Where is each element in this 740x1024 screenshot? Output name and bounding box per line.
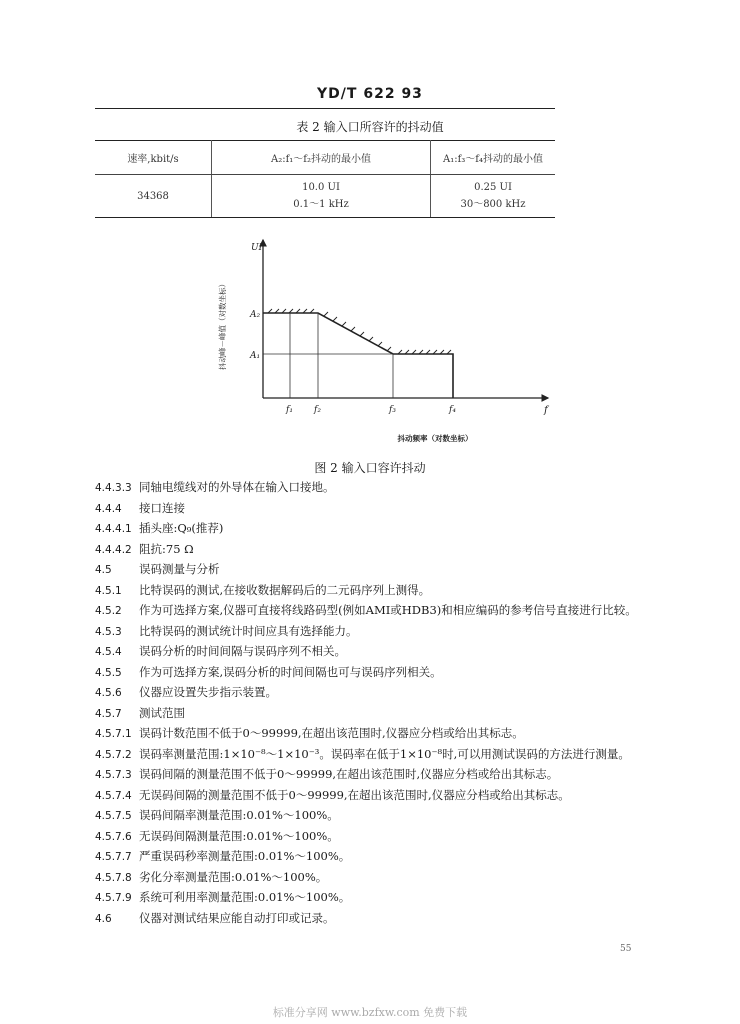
- jitter-tolerance-figure: [0, 0, 740, 470]
- clause-number: 4.5.7.7: [95, 851, 132, 863]
- clause: [95, 519, 640, 540]
- clause-number: 4.5.7.2: [95, 748, 132, 761]
- clause-text: 系统可利用率测量范围:0.01%～100%。: [139, 890, 351, 904]
- clause-text: 同轴电缆线对的外导体在输入口接地。: [139, 480, 335, 494]
- x-tick-f2: f₂: [314, 405, 321, 415]
- clause-text: 测试范围: [139, 705, 185, 720]
- clause-text: 误码测量与分析: [139, 562, 220, 576]
- clause: [95, 704, 640, 725]
- clause: [95, 478, 640, 499]
- watermark: 标准分享网 www.bzfxw.com 免费下载: [272, 1006, 468, 1019]
- clause-number: 4.5.7.3: [95, 769, 132, 781]
- clause-text: 无误码间隔的测量范围不低于0～99999,在超出该范围时,仪器应分档或给出其标志。: [139, 787, 570, 802]
- clause-text: 误码率测量范围:1×10⁻⁸～1×10⁻³。误码率在低于1×10⁻⁸时,可以用测试误码的方法进行测量。: [139, 746, 630, 761]
- clause: [95, 560, 640, 581]
- clause-text: 误码计数范围不低于0～99999,在超出该范围时,仪器应分档或给出其标志。: [139, 726, 524, 740]
- clause: [95, 642, 640, 663]
- clause-number: 4.5.7.5: [95, 810, 132, 822]
- clause-text: 误码分析的时间间隔与误码序列不相关。: [139, 644, 346, 658]
- clause-text: 接口连接: [139, 500, 185, 515]
- y-tick-a2: A₂: [250, 310, 261, 320]
- clause: [95, 540, 640, 561]
- clause: [95, 724, 640, 745]
- col-header-a1: A₁:f₃～f₄抖动的最小值: [431, 141, 556, 175]
- clause: [95, 745, 640, 766]
- clause: [95, 622, 640, 643]
- clause-number: 4.4.3.3: [95, 482, 132, 494]
- clause-text: 作为可选择方案,仪器可直接将线路码型(例如AMI或HDB3)和相应编码的参考信号直接进行比较。: [139, 603, 637, 617]
- clause-text: 无误码间隔测量范围:0.01%～100%。: [139, 828, 339, 843]
- clause-number: 4.4.4: [95, 502, 122, 515]
- col-header-rate: 速率,kbit/s: [95, 141, 212, 175]
- clause: [95, 909, 640, 930]
- y-axis-label: 抖动峰－峰值（对数坐标）: [218, 280, 227, 370]
- clause-text: 比特误码的测试,在接收数据解码后的二元码序列上测得。: [139, 582, 431, 597]
- clause-number: 4.5.7.6: [95, 830, 132, 843]
- cell-a1-value: 0.25 UI: [474, 182, 512, 193]
- clause: [95, 683, 640, 704]
- clause-number: 4.4.4.2: [95, 543, 132, 556]
- guide-lines: [263, 313, 393, 398]
- clause: [95, 806, 640, 827]
- clause-number: 4.5.2: [95, 605, 122, 617]
- x-axis-var: f: [544, 405, 548, 416]
- clause: [95, 663, 640, 684]
- y-axis-unit: UI: [251, 243, 263, 253]
- clause: [95, 581, 640, 602]
- clause-text: 严重误码秒率测量范围:0.01%～100%。: [139, 849, 351, 863]
- clause-number: 4.5.7.9: [95, 892, 132, 904]
- y-tick-a1: A₁: [250, 351, 261, 361]
- x-tick-f3: f₃: [389, 405, 396, 415]
- clause-text: 阻抗:75 Ω: [139, 541, 194, 556]
- clause: [95, 601, 640, 622]
- cell-a1-freq: 30～800 kHz: [460, 199, 526, 210]
- clause: [95, 499, 640, 520]
- clause-number: 4.5.3: [95, 625, 122, 638]
- clause-number: 4.5.5: [95, 666, 122, 679]
- cell-a2-freq: 0.1～1 kHz: [293, 199, 349, 210]
- clause-text: 劣化分率测量范围:0.01%～100%。: [139, 869, 328, 884]
- clause-text: 作为可选择方案,误码分析的时间间隔也可与误码序列相关。: [139, 664, 442, 679]
- clause-text: 比特误码的测试统计时间应具有选择能力。: [139, 623, 358, 638]
- clause-number: 4.6: [95, 912, 112, 925]
- clause-number: 4.5.7.8: [95, 871, 132, 884]
- clause-number: 4.5.7.4: [95, 789, 132, 802]
- clause-number: 4.5.4: [95, 646, 122, 658]
- clause: [95, 765, 640, 786]
- cell-rate: 34368: [95, 175, 212, 218]
- clause-text: 误码间隔的测量范围不低于0～99999,在超出该范围时,仪器应分档或给出其标志。: [139, 767, 559, 781]
- clause-number: 4.5.6: [95, 687, 122, 699]
- table-caption: 表 2 输入口所容许的抖动值: [296, 120, 444, 134]
- x-axis-label: 抖动频率（对数坐标）: [397, 434, 473, 443]
- x-tick-f4: f₄: [449, 405, 456, 415]
- clause: [95, 827, 640, 848]
- cell-a2-value: 10.0 UI: [302, 182, 340, 193]
- clause-text: 误码间隔率测量范围:0.01%～100%。: [139, 808, 339, 822]
- clause-text: 仪器应设置失步指示装置。: [139, 685, 277, 699]
- clause-number: 4.5.7: [95, 707, 122, 720]
- tolerance-curve: [263, 313, 453, 398]
- clause: [95, 847, 640, 868]
- body-text: [95, 478, 640, 929]
- clause-number: 4.4.4.1: [95, 523, 132, 535]
- clause-number: 4.5.7.1: [95, 728, 132, 740]
- figure-caption: 图 2 输入口容许抖动: [314, 461, 426, 475]
- clause-text: 插头座:Q₉(推荐): [139, 521, 224, 535]
- x-tick-f1: f₁: [286, 405, 293, 415]
- standard-code-header: YD/T 622 93: [317, 86, 423, 102]
- clause-text: 仪器对测试结果应能自动打印或记录。: [139, 910, 335, 925]
- col-header-a2: A₂:f₁～f₂抖动的最小值: [212, 141, 431, 175]
- clause-number: 4.5.1: [95, 584, 122, 597]
- page-number: 55: [620, 944, 632, 954]
- curve-hatching: [268, 309, 451, 354]
- clause: [95, 786, 640, 807]
- clause: [95, 888, 640, 909]
- clause: [95, 868, 640, 889]
- clause-number: 4.5: [95, 564, 112, 576]
